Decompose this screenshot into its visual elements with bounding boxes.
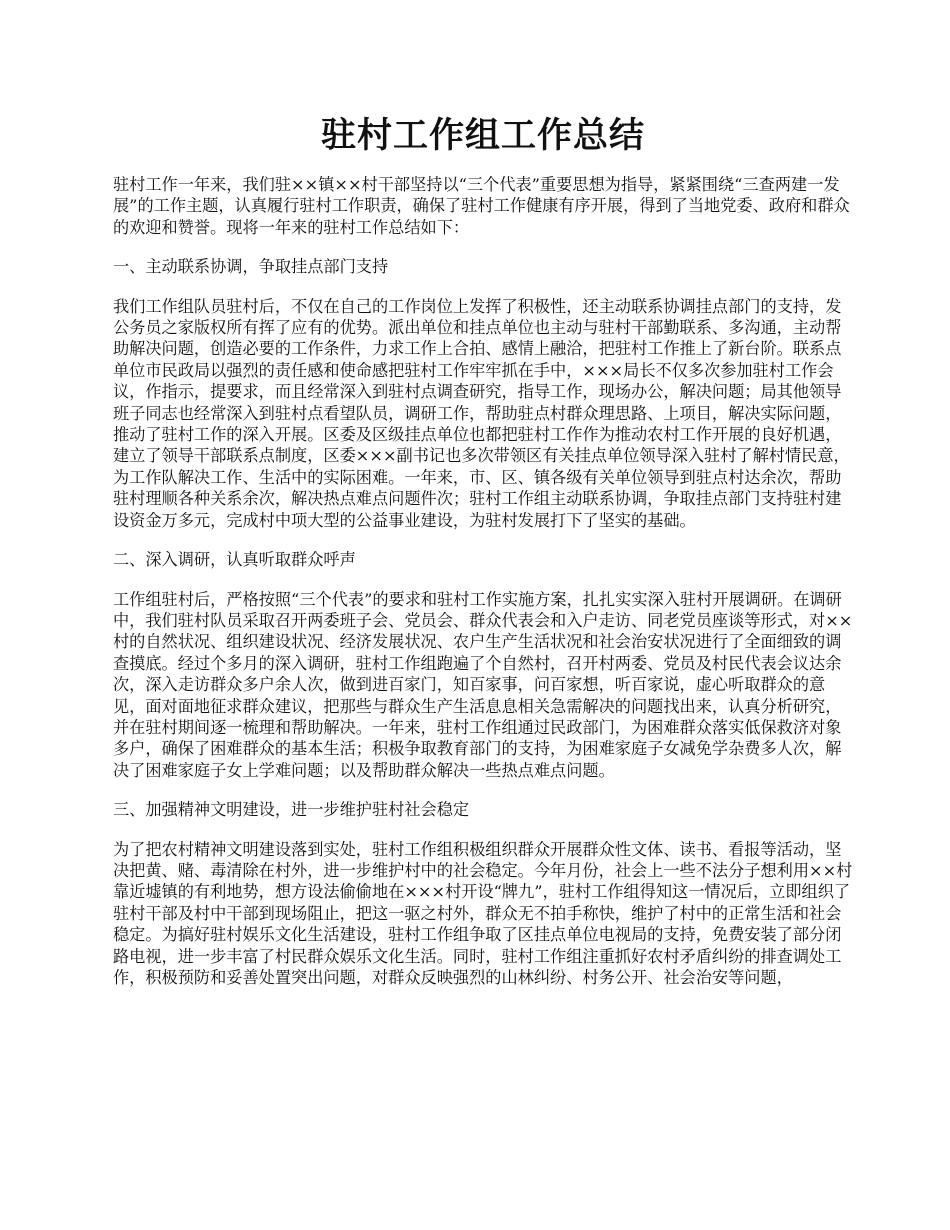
section-body: 为了把农村精神文明建设落到实处，驻村工作组积极组织群众开展群众性文体、读书、看报等活动，坚决把黄、赌、毒清除在村外，进一步维护村中的社会稳定。今年月份，社会上一些不法分子想利用××村靠近墟镇的有利地势，想方设法偷偷地在×××村开设“牌九”，驻村工作组得知这一情况后，立即组织了驻村干部及村中干部到现场阻止，把这一驱之村外，群众无不拍手称快，维护了村中的正常生活和社会稳定。为搞好驻村娱乐文化生活建设，驻村工作组争取了区挂点单位电视局的支持，免费安装了部分闭路电视，进一步丰富了村民群众娱乐文化生活。同时，驻村工作组注重抓好农村矛盾纠纷的排查调处工作，积极预防和妥善处置突出问题，对群众反映强烈的山林纠纷、村务公开、社会治安等问题， <box>113 839 853 987</box>
section-body: 工作组驻村后，严格按照“三个代表”的要求和驻村工作实施方案，扎扎实实深入驻村开展调研。在调研中，我们驻村队员采取召开两委班子会、党员会、群众代表会和入户走访、同老党员座谈等形式，对××村的自然状况、组织建设状况、经济发展状况、农户生产生活状况和社会治安状况进行了全面细致的调查摸底。经过个多月的深入调研，驻村工作组跑遍了个自然村，召开村两委、党员及村民代表会议达余次，深入走访群众多户余人次，做到进百家门，知百家事，问百家想，听百家说，虚心听取群众的意见，面对面地征求群众建议，把那些与群众生产生活息息相关急需解决的问题找出来，认真分析研究，并在驻村期间逐一梳理和帮助解决。一年来，驻村工作组通过民政部门，为困难群众落实低保救济对象多户，确保了困难群众的基本生活；积极争取教育部门的支持，为困难家庭子女减免学杂费多人次，解决了困难家庭子女上学难问题；以及帮助群众解决一些热点难点问题。 <box>113 589 853 780</box>
section-3 <box>113 799 853 988</box>
section-body: 我们工作组队员驻村后，不仅在自己的工作岗位上发挥了积极性，还主动联系协调挂点部门的支持，发公务员之家版权所有挥了应有的优势。派出单位和挂点单位也主动与驻村干部勤联系、多沟通，主动帮助解决问题，创造必要的工作条件，力求工作上合拍、感情上融洽，把驻村工作推上了新台阶。联系点单位市民政局以强烈的责任感和使命感把驻村工作牢牢抓在手中，×××局长不仅多次参加驻村工作会议，作指示，提要求，而且经常深入到驻村点调查研究，指导工作，现场办公，解决问题；局其他领导班子同志也经常深入到驻村点看望队员，调研工作，帮助驻点村群众理思路、上项目，解决实际问题，推动了驻村工作的深入开展。区委及区级挂点单位也都把驻村工作作为推动农村工作开展的良好机遇，建立了领导干部联系点制度，区委×××副书记也多次带领区有关挂点单位领导深入驻村了解村情民意，为工作队解决工作、生活中的实际困难。一年来，市、区、镇各级有关单位领导到驻点村达余次，帮助驻村理顺各种关系余次，解决热点难点问题件次；驻村工作组主动联系协调，争取挂点部门支持驻村建设资金万多元，完成村中项大型的公益事业建设，为驻村发展打下了坚实的基础。 <box>113 296 850 530</box>
intro-paragraph: 驻村工作一年来，我们驻××镇××村干部坚持以“三个代表”重要思想为指导，紧紧围绕“三查两建一发展”的工作主题，认真履行驻村工作职责，确保了驻村工作健康有序开展，得到了当地党委、政府和群众的欢迎和赞誉。现将一年来的驻村工作总结如下： <box>113 175 850 237</box>
section-heading: 一、主动联系协调，争取挂点部门支持 <box>113 257 389 277</box>
section-heading: 三、加强精神文明建设，进一步维护驻村社会稳定 <box>113 800 470 820</box>
section-1 <box>113 256 853 531</box>
document-page <box>113 112 853 1006</box>
document-title: 驻村工作组工作总结 <box>320 115 645 156</box>
section-heading: 二、深入调研，认真听取群众呼声 <box>113 550 356 570</box>
section-2 <box>113 549 853 781</box>
